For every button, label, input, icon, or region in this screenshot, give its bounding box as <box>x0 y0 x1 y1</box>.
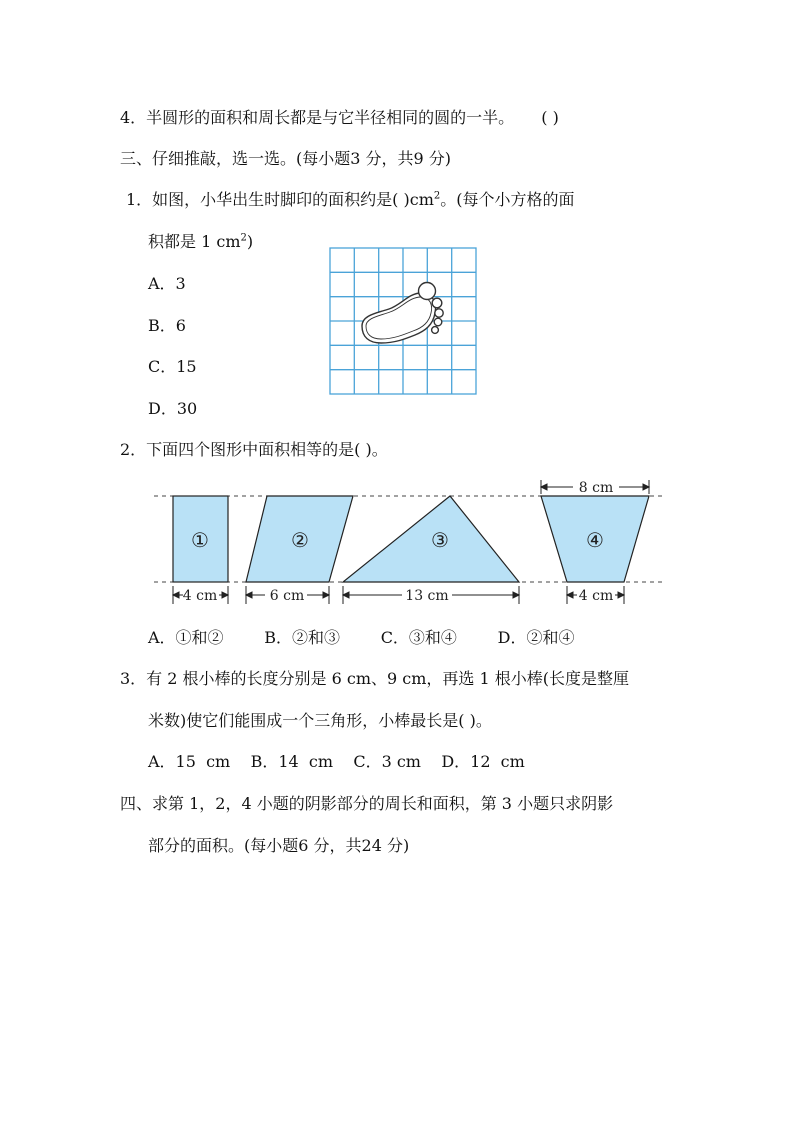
question-1-stem-line2 <box>148 232 253 252</box>
question-3-stem-line2: 米数)使它们能围成一个三角形，小棒最长是( )。 <box>148 711 492 730</box>
option-d[interactable]: D．30 <box>148 399 198 418</box>
dim-label-4-bottom: 4 cm <box>578 588 614 604</box>
superscript: 2 <box>240 232 247 244</box>
question-1-stem-part: 。(每个小方格的面 <box>440 190 575 209</box>
question-3-stem-line1: 3．有 2 根小棒的长度分别是 6 cm、9 cm，再选 1 根小棒(长度是整厘 <box>120 669 630 688</box>
section-3-title: 三、仔细推敲，选一选。(每小题3 分，共9 分) <box>120 149 452 168</box>
answer-bracket: ( ) <box>541 108 559 127</box>
question-4-true-false <box>120 108 559 128</box>
question-1-stem-part: ) <box>246 232 254 251</box>
shape-3-label: ③ <box>431 528 449 552</box>
question-1-stem-part: 1．如图，小华出生时脚印的面积约是( )cm <box>126 190 434 209</box>
question-2-stem: 2．下面四个图形中面积相等的是( )。 <box>120 440 388 459</box>
dim-label-2: 6 cm <box>269 588 305 604</box>
shape-4-label: ④ <box>586 528 604 552</box>
dim-label-3: 13 cm <box>405 588 449 604</box>
footprint-grid-figure <box>329 247 478 396</box>
question-1-stem-line1 <box>126 190 575 210</box>
shape-2-label: ② <box>291 528 309 552</box>
section-4-title-line2: 部分的面积。(每小题6 分，共24 分) <box>148 836 410 855</box>
question-3-options[interactable]: A．15 cm B．14 cm C．3 cm D．12 cm <box>148 752 525 771</box>
question-1-stem-part: 积都是 1 cm <box>148 232 241 251</box>
section-4-title-line1: 四、求第 1，2，4 小题的阴影部分的周长和面积，第 3 小题只求阴影 <box>120 794 614 813</box>
four-shapes-figure <box>150 474 670 614</box>
option-c[interactable]: C．15 <box>148 357 197 376</box>
dim-label-4-top: 8 cm <box>578 480 614 496</box>
shape-1-label: ① <box>191 528 209 552</box>
question-4-text: 4．半圆形的面积和周长都是与它半径相同的圆的一半。 <box>120 108 515 127</box>
superscript: 2 <box>433 190 441 202</box>
option-a[interactable]: A．3 <box>148 274 186 293</box>
dim-label-1: 4 cm <box>182 588 218 604</box>
question-2-options[interactable]: A．①和② B．②和③ C．③和④ D．②和④ <box>148 628 575 647</box>
option-b[interactable]: B．6 <box>148 316 186 335</box>
